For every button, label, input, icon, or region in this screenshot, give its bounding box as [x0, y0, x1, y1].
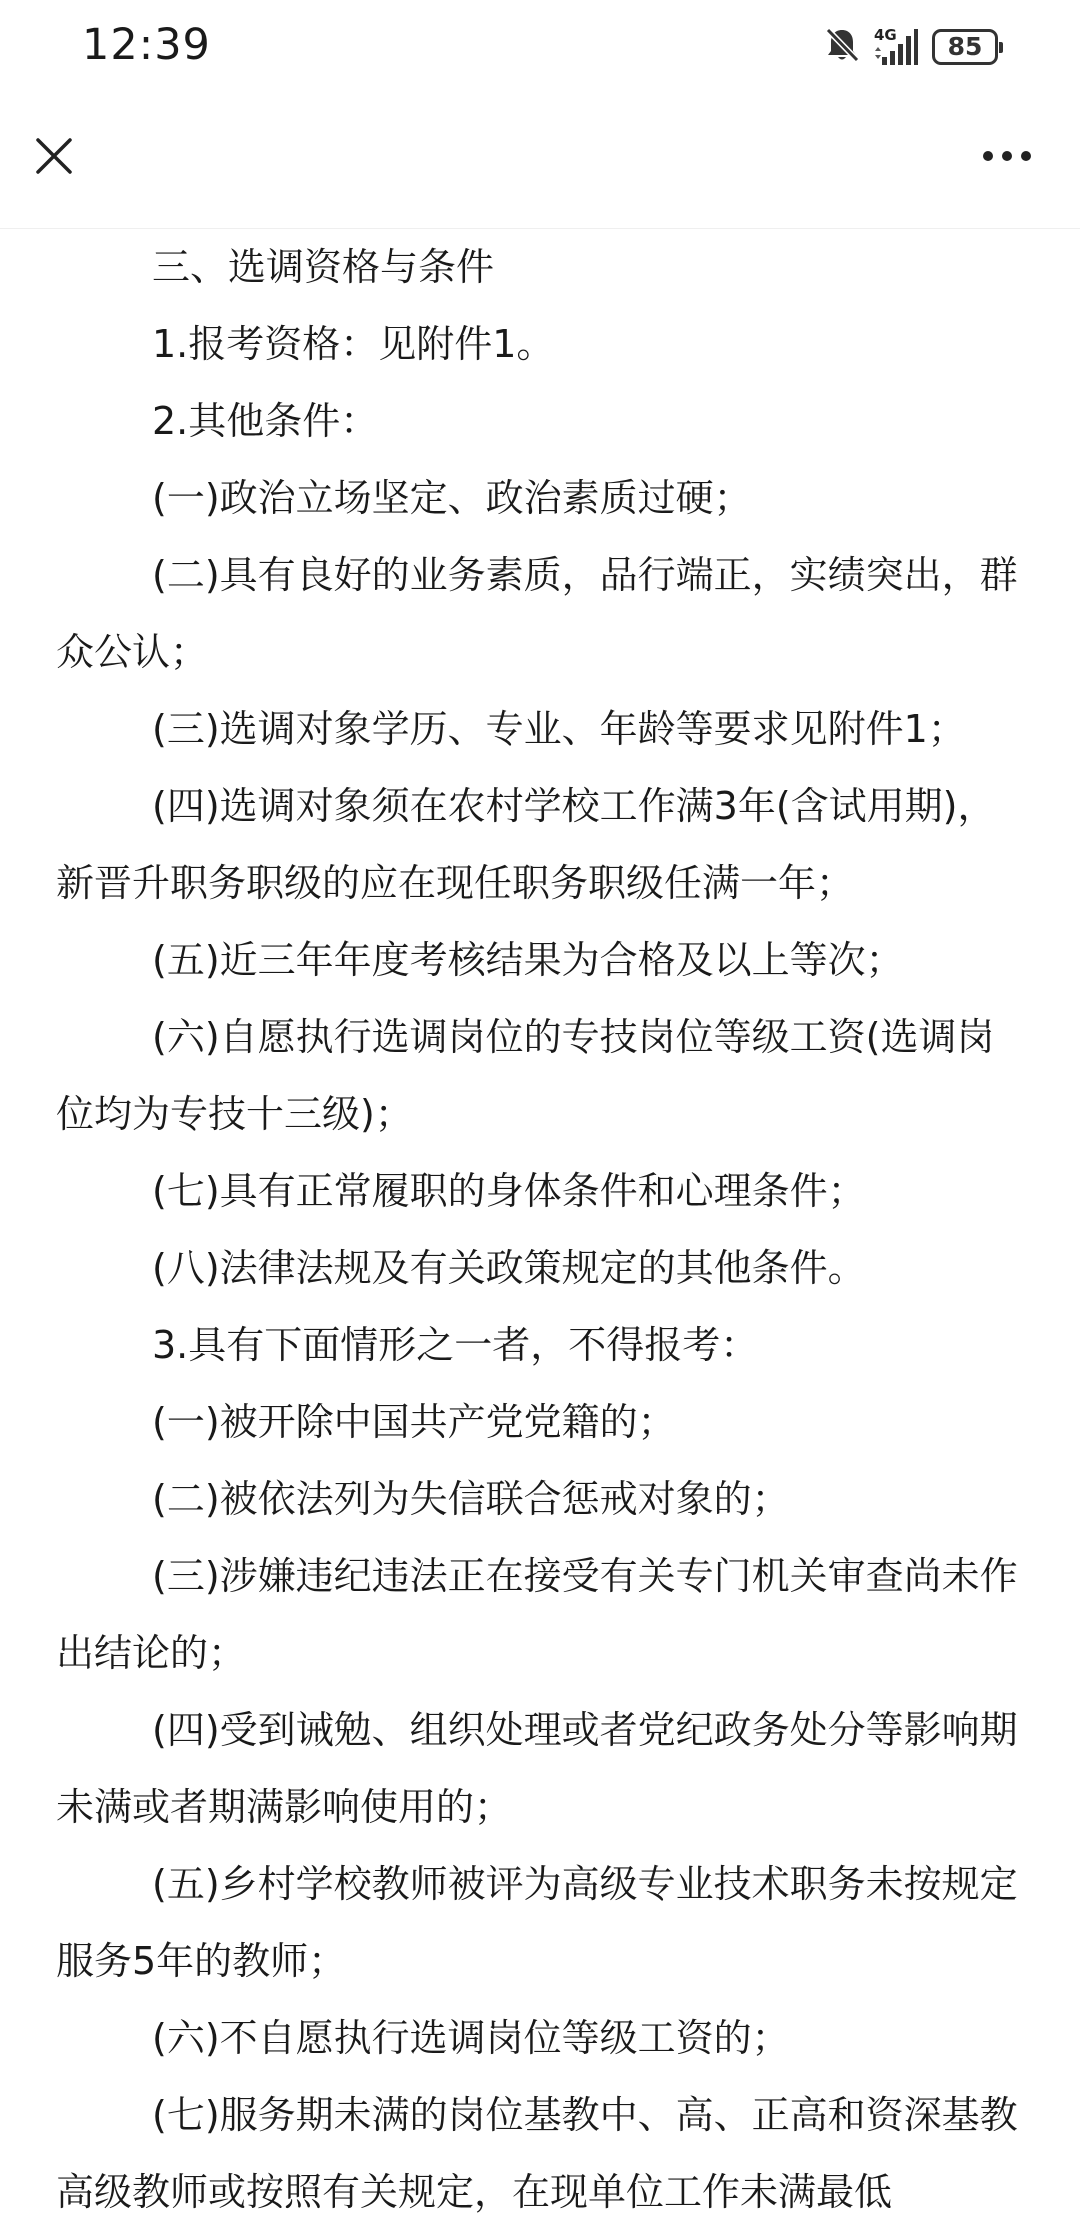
article-paragraph: (六)自愿执行选调岗位的专技岗位等级工资(选调岗位均为专技十三级)；: [56, 1015, 995, 1136]
article-paragraph: (二)被依法列为失信联合惩戒对象的；: [152, 1477, 790, 1521]
battery-icon: [932, 29, 998, 65]
article-paragraph: (二)具有良好的业务素质，品行端正，实绩突出，群众公认；: [56, 553, 1018, 674]
article-paragraph: 3.具有下面情形之一者，不得报考：: [152, 1323, 759, 1367]
article-paragraph: (七)具有正常履职的身体条件和心理条件；: [152, 1169, 866, 1213]
battery-level: 85: [947, 32, 983, 61]
article-paragraph: (五)乡村学校教师被评为高级专业技术职务未按规定服务5年的教师；: [56, 1862, 1018, 1983]
article-paragraph: 2.其他条件：: [152, 399, 379, 443]
article-paragraph: (六)不自愿执行选调岗位等级工资的；: [152, 2016, 790, 2060]
article-paragraph: (八)法律法规及有关政策规定的其他条件。: [152, 1246, 866, 1290]
close-button[interactable]: [24, 126, 84, 186]
section-heading: 三、选调资格与条件: [152, 245, 495, 289]
article-paragraph: 1.报考资格：见附件1。: [152, 322, 555, 366]
article-paragraph: (四)选调对象须在农村学校工作满3年(含试用期)，新晋升职务职级的应在现任职务职级任满一年；: [56, 784, 996, 905]
status-time: 12:39: [82, 20, 211, 70]
status-bar: [0, 0, 1080, 96]
article-paragraph: (三)涉嫌违纪违法正在接受有关专门机关审查尚未作出结论的；: [56, 1554, 1018, 1675]
article-paragraph: (一)被开除中国共产党党籍的；: [152, 1400, 676, 1444]
more-options-button[interactable]: [972, 136, 1042, 176]
more-icon: [972, 136, 1042, 176]
bell-muted-icon: [824, 26, 860, 68]
article-paragraph: (一)政治立场坚定、政治素质过硬；: [152, 476, 752, 520]
article-paragraph: (三)选调对象学历、专业、年龄等要求见附件1；: [152, 707, 966, 751]
battery-tip: [999, 42, 1003, 53]
article-paragraph: (七)服务期未满的岗位基教中、高、正高和资深基教高级教师或按照有关规定，在现单位工作未满最低: [56, 2093, 1018, 2214]
status-icons: [824, 26, 998, 68]
close-icon: [24, 126, 84, 186]
article-paragraph: (五)近三年年度考核结果为合格及以上等次；: [152, 938, 904, 982]
signal-icon: [874, 27, 918, 67]
top-toolbar: [0, 96, 1080, 229]
article-paragraph: (四)受到诫勉、组织处理或者党纪政务处分等影响期未满或者期满影响使用的；: [56, 1708, 1018, 1829]
network-type: 4G: [874, 26, 897, 44]
